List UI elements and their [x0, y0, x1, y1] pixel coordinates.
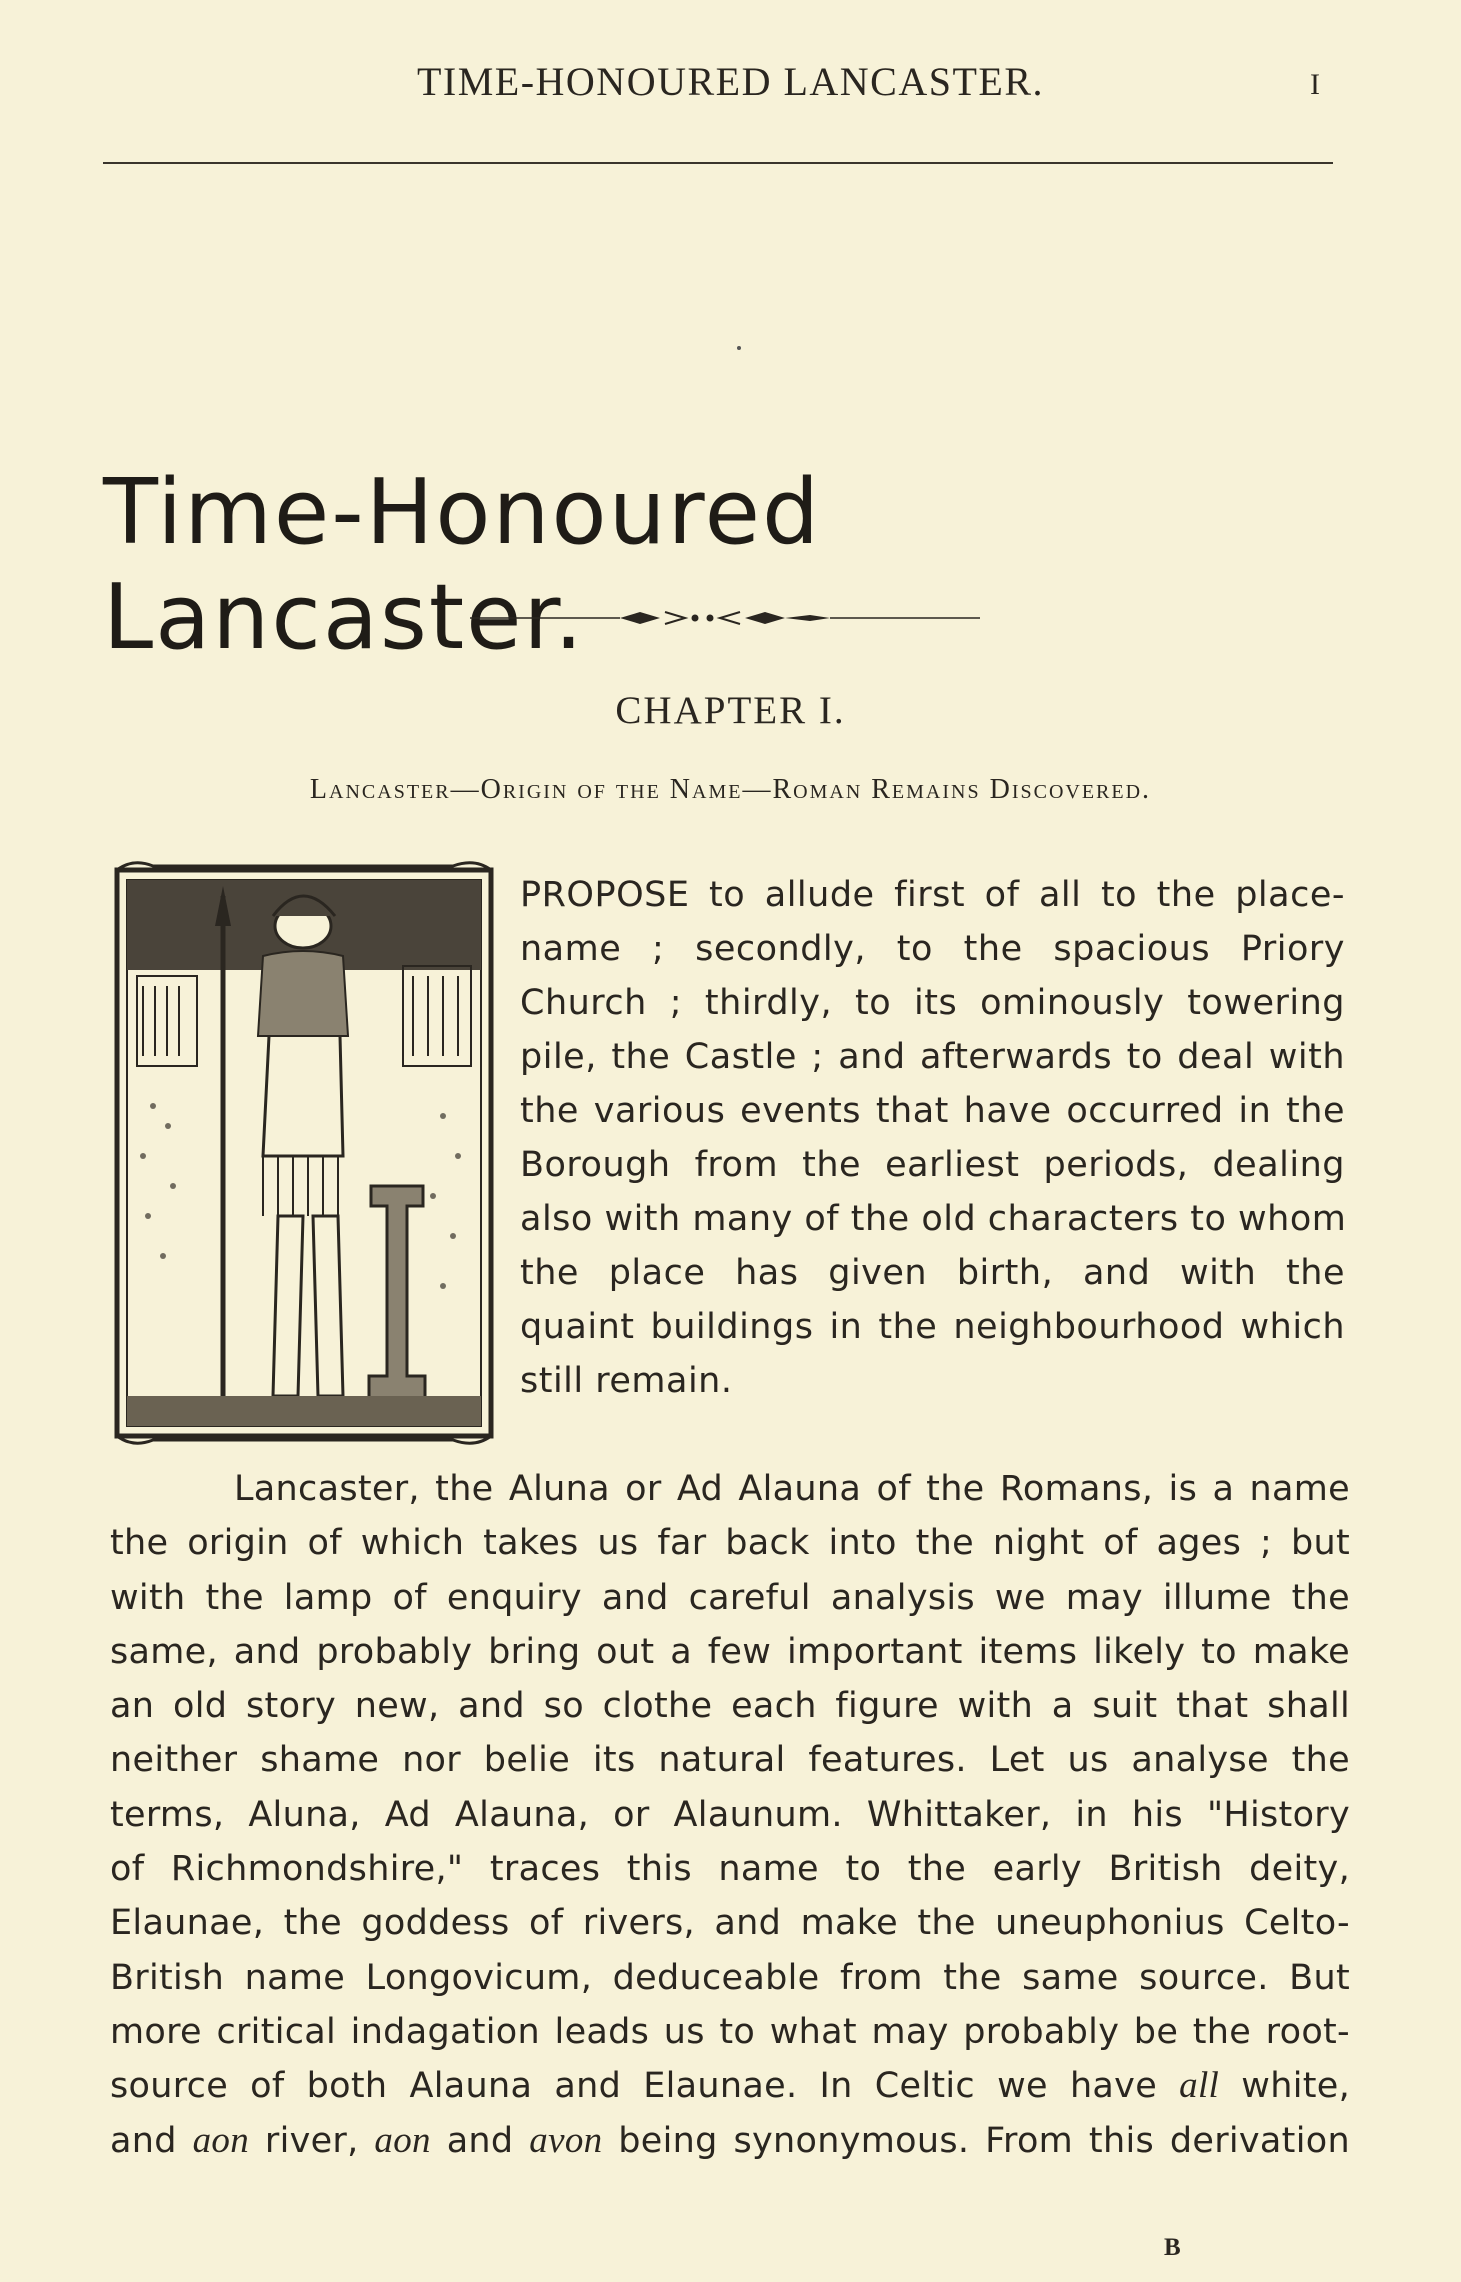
header-rule — [103, 162, 1333, 164]
first-paragraph-line: the various events that have occurred in the — [520, 1091, 1345, 1131]
body-line: an old story new, and so clothe each figure with a suit that shall — [110, 1686, 1350, 1727]
main-title: Time-Honoured Lancaster. — [103, 460, 822, 670]
body-line: British name Longovicum, deduceable from the same source. But — [110, 1957, 1350, 1998]
body-line: with the lamp of enquiry and careful analysis we may illume the — [110, 1577, 1350, 1618]
body-line-text: river, — [264, 2120, 359, 2161]
italic-word: all — [1179, 2065, 1220, 2107]
page-number: I — [1310, 68, 1320, 101]
body-line-text: and — [446, 2120, 514, 2161]
drop-cap-soldier-icon — [113, 856, 495, 1448]
italic-word: aon — [374, 2119, 431, 2161]
body-line: same, and probably bring out a few important items likely to make — [110, 1631, 1350, 1672]
first-paragraph-line: also with many of the old characters to whom — [520, 1199, 1347, 1239]
body-line: terms, Aluna, Ad Alauna, or Alaunum. Whittaker, in his "History — [110, 1794, 1350, 1835]
body-line-with-italic — [110, 2114, 1350, 2168]
body-line: Lancaster, the Aluna or Ad Alauna of the Romans, is a name — [234, 1469, 1350, 1509]
first-paragraph-line: still remain. — [520, 1361, 733, 1401]
body-line-with-italic — [110, 2059, 1350, 2113]
first-paragraph-line: the place has given birth, and with the — [520, 1253, 1345, 1293]
body-line: more critical indagation leads us to what may probably be the root- — [110, 2011, 1350, 2052]
body-line: the origin of which takes us far back into the night of ages ; but — [110, 1523, 1350, 1564]
body-line-text: source of both Alauna and Elaunae. In Celtic we have — [110, 2066, 1158, 2107]
body-line: neither shame nor belie its natural features. Let us analyse the — [110, 1740, 1350, 1781]
first-paragraph-line: name ; secondly, to the spacious Priory — [520, 929, 1345, 969]
first-paragraph — [520, 868, 1345, 1408]
first-paragraph-line: pile, the Castle ; and afterwards to deal with — [520, 1037, 1345, 1077]
body-line-text: white, — [1241, 2066, 1350, 2107]
body-line-text: and — [110, 2120, 177, 2161]
title-ornament-icon — [470, 606, 980, 630]
italic-word: avon — [529, 2119, 603, 2161]
chapter-subtitle: Lancaster—Origin of the Name—Roman Remains Discovered. — [309, 774, 1152, 805]
body-line: of Richmondshire," traces this name to the early British deity, — [110, 1849, 1350, 1890]
stray-ink-dot — [737, 346, 741, 350]
chapter-heading: CHAPTER I. — [615, 689, 846, 732]
body-line: Elaunae, the goddess of rivers, and make the uneuphonius Celto- — [110, 1903, 1350, 1944]
body-line-text: being synonymous. From this derivation — [618, 2120, 1350, 2161]
first-paragraph-line: quaint buildings in the neighbourhood which — [520, 1307, 1345, 1347]
running-head-title: TIME-HONOURED LANCASTER. — [416, 59, 1045, 104]
first-paragraph-line: Borough from the earliest periods, dealing — [520, 1145, 1345, 1185]
first-paragraph-line: PROPOSE to allude first of all to the place- — [520, 875, 1345, 915]
italic-word: aon — [192, 2119, 250, 2161]
body-paragraph — [110, 1462, 1350, 2168]
first-paragraph-line: Church ; thirdly, to its ominously towering — [520, 983, 1345, 1023]
signature-mark: B — [1164, 2234, 1182, 2261]
